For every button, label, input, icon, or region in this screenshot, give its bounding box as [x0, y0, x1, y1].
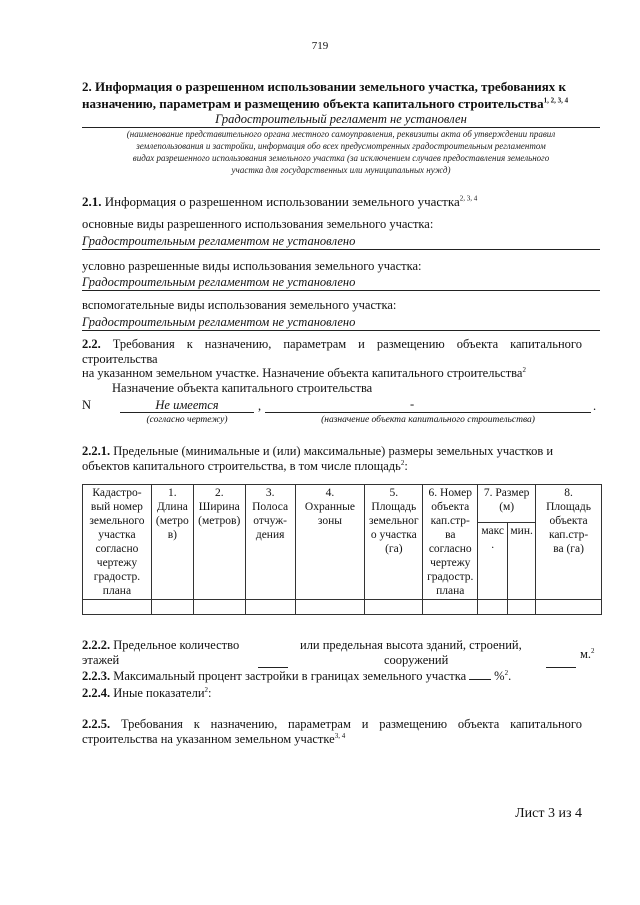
- table-cell: [423, 600, 478, 615]
- regulation-note-line: видах разрешенного использования земельного участка (за исключением случаев предоставления земельного: [132, 153, 550, 163]
- table-row: [83, 600, 602, 615]
- header-text: мин.: [510, 525, 533, 537]
- table-cell: [151, 600, 193, 615]
- main-uses-value: Градостроительным регламентом не установлено: [82, 234, 356, 248]
- header-text: 1.: [168, 487, 177, 499]
- s2-2-2-text-b: этажей: [82, 653, 120, 667]
- s2-1-number: 2.1.: [82, 194, 102, 209]
- s2-2-1-text-line2: объектов капитального строительства, в том числе площадь: [82, 459, 401, 473]
- header-text: о участка: [370, 529, 417, 541]
- s2-2-3-sup: 2: [504, 668, 509, 677]
- header-text: плана: [102, 585, 132, 597]
- header-size-max: [478, 523, 508, 600]
- s2-2-3-line: [82, 669, 511, 684]
- page-number: 719: [311, 40, 329, 52]
- s2-2-number: 2.2.: [82, 337, 101, 351]
- s2-2-2-sup: 2: [591, 646, 595, 655]
- s2-2-title-line2: строительства: [82, 352, 158, 366]
- s2-1-heading: [82, 194, 477, 209]
- table-header-row: [83, 485, 602, 523]
- header-text: 4.: [325, 487, 335, 499]
- header-text: чертежу: [96, 557, 138, 569]
- s2-2-2-text-d: сооружений: [384, 653, 449, 667]
- n-label: N: [82, 398, 92, 412]
- header-text: (метро: [155, 515, 189, 527]
- header-text: дения: [255, 529, 285, 541]
- dimensions-table: [82, 484, 602, 615]
- header-width: [193, 485, 245, 600]
- header-text: 2.: [214, 487, 224, 499]
- s2-2-1-number: 2.2.1.: [82, 444, 111, 458]
- conditional-uses-value: Градостроительным регламентом не установлено: [82, 275, 356, 289]
- header-text: (м): [499, 501, 515, 513]
- regulation-value: Градостроительный регламент не установлен: [215, 112, 467, 126]
- s2-2-5-sup: 3, 4: [334, 731, 346, 740]
- header-text: Кадастро-: [92, 487, 142, 499]
- s2-2-2-line1: [82, 638, 239, 653]
- header-object-number: [423, 485, 478, 600]
- s2-1-title: Информация о разрешенном использовании земельного участка: [101, 194, 460, 209]
- header-text: градостр.: [427, 571, 474, 583]
- main-uses-underline: [82, 249, 600, 250]
- header-text: согласно: [428, 543, 472, 555]
- s2-2-1-sup: 2: [400, 458, 405, 467]
- s2-2-line3-sup: 2: [522, 365, 526, 374]
- s2-2-3-text: Максимальный процент застройки в границах земельного участка: [110, 669, 467, 683]
- s2-2-title-line1: Требования к назначению, параметрам и размещению объекта капитального: [100, 337, 582, 351]
- s2-2-2-text-a: Предельное количество: [110, 638, 240, 652]
- header-size: [478, 485, 536, 523]
- conditional-uses-label: условно разрешенные виды использования земельного участка:: [82, 259, 422, 273]
- s2-2-2-unit: [580, 647, 595, 662]
- s2-2-3-number: 2.2.3.: [82, 669, 111, 683]
- s2-1-sup: 2, 3, 4: [459, 194, 478, 203]
- section-2-title-sup: 1, 2, 3, 4: [543, 96, 569, 105]
- purpose-dash: -: [410, 397, 415, 411]
- s2-2-line4: Назначение объекта капитального строительства: [112, 381, 373, 395]
- s2-2-3-period: .: [508, 669, 512, 683]
- auxiliary-uses-underline: [82, 330, 600, 331]
- header-text: Охранные: [304, 501, 355, 513]
- s2-2-2-text-c: или предельная высота зданий, строений,: [300, 638, 522, 652]
- n-comma: ,: [258, 399, 262, 413]
- purpose-note: (назначение объекта капитального строительства): [321, 415, 535, 425]
- header-text: Площадь: [546, 501, 591, 513]
- header-text: 8.: [564, 487, 573, 499]
- header-text: 6. Номер: [428, 487, 472, 499]
- header-text: в): [167, 529, 177, 541]
- s2-2-line3-text: на указанном земельном участке. Назначение объекта капитального строительства: [82, 366, 523, 380]
- s2-2-1-text-line1: Предельные (минимальные и (или) максимальные) размеры земельных участков и: [110, 444, 554, 458]
- section-2-title-line2: назначению, параметрам и размещению объекта капитального строительства: [82, 96, 544, 111]
- regulation-note-line: участка для государственных или муниципальных нужд): [231, 165, 451, 175]
- section-2-title-line1: 2. Информация о разрешенном использовании земельного участка, требованиях к: [82, 79, 566, 94]
- regulation-note-line: землепользования и застройки, информация обо всех предусмотренных градостроительным регламентом: [136, 141, 546, 151]
- header-text: 7. Размер: [483, 487, 530, 499]
- s2-2-1-colon: :: [404, 459, 408, 473]
- header-text: 5.: [389, 487, 399, 499]
- header-text: ва (га): [553, 543, 584, 555]
- auxiliary-uses-label: вспомогательные виды использования земельного участка:: [82, 298, 397, 312]
- floors-blank: [258, 667, 288, 668]
- header-text: (га): [385, 543, 403, 555]
- header-text: Площадь: [371, 501, 417, 513]
- table-cell: [478, 600, 508, 615]
- table-cell: [536, 600, 602, 615]
- regulation-note: [82, 128, 600, 176]
- percent-blank: [469, 669, 491, 680]
- header-text: .: [491, 539, 495, 551]
- header-text: отчуж-: [253, 515, 288, 527]
- s2-2-4-line: [82, 686, 212, 701]
- s2-2-4-number: 2.2.4.: [82, 686, 111, 700]
- table-cell: [245, 600, 295, 615]
- s2-2-5-text-line1: Требования к назначению, параметрам и размещению объекта капитального: [110, 717, 582, 731]
- header-text: (метров): [198, 515, 241, 527]
- s2-2-2-number: 2.2.2.: [82, 638, 111, 652]
- regulation-note-line: (наименование представительного органа местного самоуправления, реквизиты акта об утверждении правил: [126, 129, 556, 139]
- s2-2-4-sup: 2: [204, 685, 209, 694]
- table-cell: [508, 600, 536, 615]
- height-blank: [546, 667, 576, 668]
- header-text: Ширина: [198, 501, 240, 513]
- table-cell: [295, 600, 365, 615]
- header-cadastral-number: [83, 485, 152, 600]
- header-size-min: [508, 523, 536, 600]
- header-text: согласно: [95, 543, 139, 555]
- s2-2-5-line1: [82, 717, 582, 732]
- header-text: ва: [445, 529, 456, 541]
- header-text: чертежу: [430, 557, 471, 569]
- header-plot-area: [365, 485, 423, 600]
- header-text: градостр.: [93, 571, 141, 583]
- sheet-counter: Лист 3 из 4: [515, 806, 582, 821]
- header-length: [151, 485, 193, 600]
- s2-2-4-colon: :: [208, 686, 212, 700]
- header-text: участка: [98, 529, 136, 541]
- header-text: земельног: [369, 515, 419, 527]
- table-cell: [193, 600, 245, 615]
- n-note: (согласно чертежу): [146, 415, 228, 425]
- header-text: кап.стр-: [548, 529, 589, 541]
- s2-2-1-line2: [82, 459, 408, 474]
- header-text: Полоса: [252, 501, 289, 513]
- s2-2-1-line1: [82, 444, 553, 459]
- s2-2-line3: [82, 366, 526, 381]
- s2-2-4-text: Иные показатели: [110, 686, 205, 700]
- purpose-underline: [265, 412, 591, 413]
- header-text: зоны: [317, 515, 343, 527]
- s2-2-5-text-line2: строительства на указанном земельном участке: [82, 732, 335, 746]
- purpose-period: .: [593, 399, 597, 413]
- table-cell: [83, 600, 152, 615]
- n-value-underline: [120, 412, 254, 413]
- auxiliary-uses-value: Градостроительным регламентом не установлено: [82, 315, 356, 329]
- header-object-area: [536, 485, 602, 600]
- s2-2-heading-line1: [82, 337, 582, 352]
- header-text: Длина: [156, 501, 188, 513]
- header-text: земельного: [89, 515, 145, 527]
- main-uses-label: основные виды разрешенного использования земельного участка:: [82, 217, 434, 231]
- s2-2-3-unit: %: [494, 669, 505, 683]
- n-value: Не имеется: [155, 398, 219, 412]
- header-text: плана: [436, 585, 465, 597]
- header-text: 3.: [265, 487, 275, 499]
- header-text: кап.стр-: [430, 515, 470, 527]
- header-text: объекта: [549, 515, 588, 527]
- header-protected-zones: [295, 485, 365, 600]
- table-cell: [365, 600, 423, 615]
- s2-2-2-unit-text: м.: [580, 647, 592, 661]
- header-alienation-strip: [245, 485, 295, 600]
- s2-2-5-line2: [82, 732, 345, 747]
- header-text: макс: [481, 525, 505, 537]
- header-text: объекта: [431, 501, 470, 513]
- section-2-title: [82, 78, 600, 112]
- header-text: вый номер: [90, 501, 143, 513]
- conditional-uses-underline: [82, 290, 600, 291]
- s2-2-5-number: 2.2.5.: [82, 717, 111, 731]
